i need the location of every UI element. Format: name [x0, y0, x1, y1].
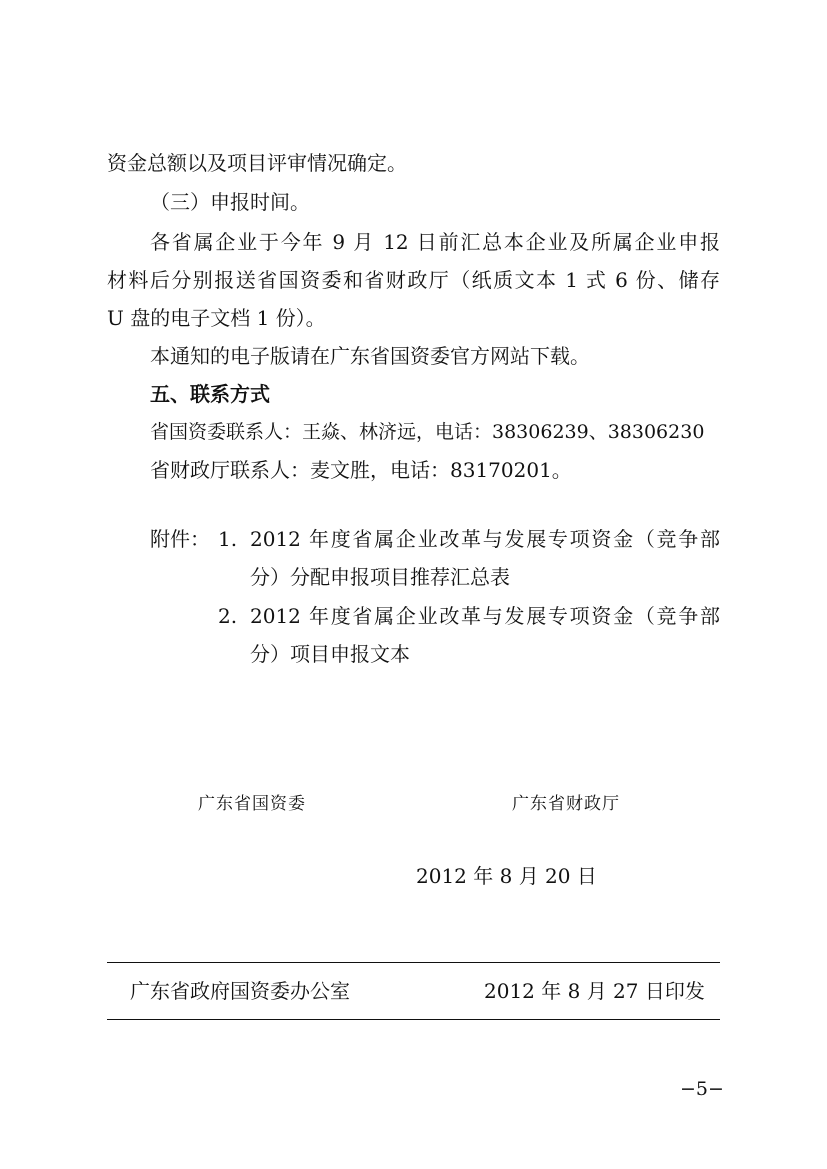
paragraph-line: 本通知的电子版请在广东省国资委官方网站下载。 [150, 344, 590, 368]
footer-bottom-rule [107, 1019, 720, 1020]
footer-top-rule [107, 962, 720, 963]
signature-date: 2012 年 8 月 20 日 [416, 864, 597, 888]
attachment-title: 分）项目申报文本 [250, 642, 410, 666]
signature-org-sasac: 广东省国资委 [198, 794, 306, 814]
footer-issuer: 广东省政府国资委办公室 [130, 979, 350, 1003]
paragraph-line: U 盘的电子文档 1 份）。 [107, 306, 326, 330]
attachment-title: 分）分配申报项目推荐汇总表 [250, 565, 510, 589]
attachment-label: 附件： [150, 527, 210, 551]
paragraph-line: 资金总额以及项目评审情况确定。 [107, 151, 407, 175]
section-heading: 五、联系方式 [150, 382, 270, 406]
contact-line: 省国资委联系人：王焱、林济远，电话：38306239、38306230 [150, 421, 705, 443]
paragraph-line: 材料后分别报送省国资委和省财政厅（纸质文本 1 式 6 份、储存 [107, 268, 720, 292]
contact-line: 省财政厅联系人：麦文胜，电话：83170201。 [150, 458, 572, 482]
footer-print-date: 2012 年 8 月 27 日印发 [484, 979, 705, 1003]
subsection-heading: （三）申报时间。 [150, 190, 310, 214]
attachment-number: 2. [218, 604, 238, 628]
attachment-title: 2012 年度省属企业改革与发展专项资金（竞争部 [250, 527, 720, 551]
page-number: −5− [680, 1078, 724, 1100]
attachment-number: 1. [218, 527, 238, 551]
attachment-title: 2012 年度省属企业改革与发展专项资金（竞争部 [250, 604, 720, 628]
signature-org-finance: 广东省财政厅 [512, 794, 620, 814]
paragraph-line: 各省属企业于今年 9 月 12 日前汇总本企业及所属企业申报 [150, 230, 720, 254]
